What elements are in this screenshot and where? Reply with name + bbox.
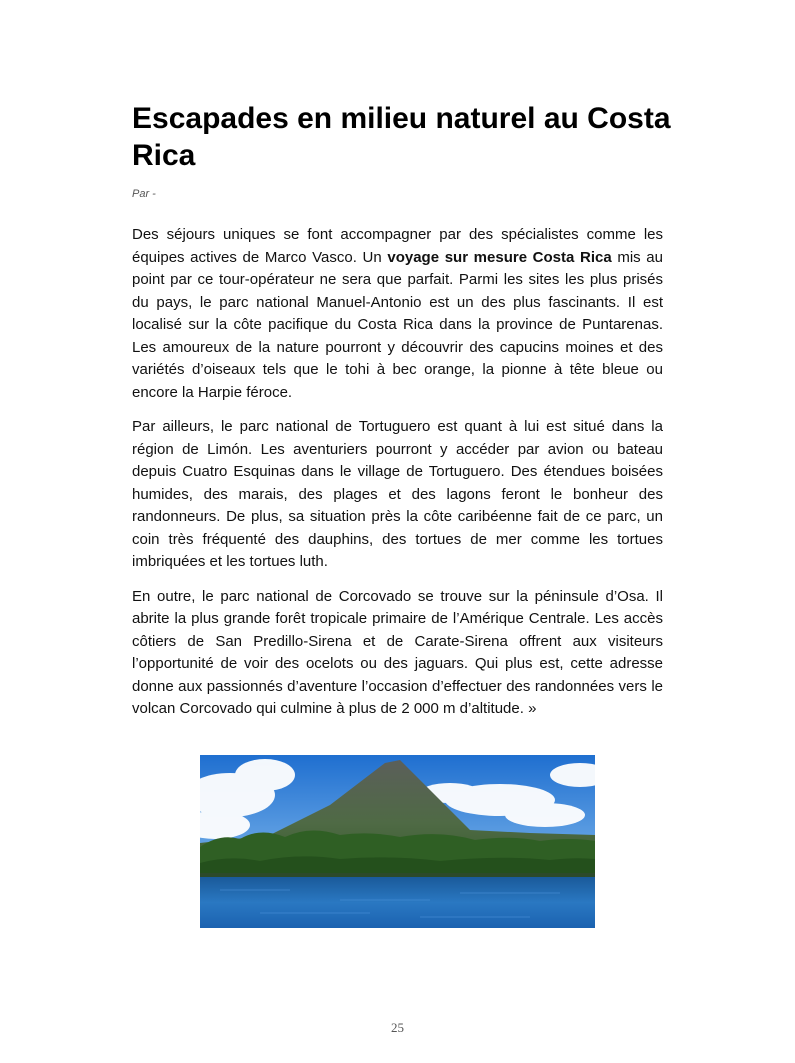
paragraph-1-end: mis au point par ce tour-opérateur ne sera que parfait. Parmi les sites les plus prisés du pays, le parc national Manuel-Antonio est un des plus fascinants. Il est localisé sur la côte pacifique du Costa Rica dans la province de Puntarenas. Les amoureux de la nature pourront y découvrir des capucins moines et des variétés d’oiseaux tels que le tohi à bec orange, la pionne à tête bleue ou encore la Harpie féroce. — [132, 248, 663, 401]
article-title: Escapades en milieu naturel au Costa Rica — [132, 102, 671, 172]
keyword-link: voyage sur mesure Costa Rica — [387, 248, 612, 266]
volcano-lake-photo — [200, 755, 595, 928]
paragraph-1 — [132, 224, 663, 404]
paragraph-3: En outre, le parc national de Corcovado se trouve sur la péninsule d’Osa. Il abrite la plus grande forêt tropicale primaire de l’Amérique Centrale. Les accès côtiers de San Predillo-Sirena et de Carate-Sirena offrent aux visiteurs l’opportunité de voir des ocelots ou des jaguars. Qui plus est, cette adresse donne aux passionnés d’aventure l’occasion d’effectuer des randonnées vers le volcan Corcovado qui culmine à plus de 2 000 m d’altitude. » — [132, 587, 663, 717]
paragraph-1-start: Des séjours uniques se font accompagner par des spécialistes comme les équipes actives de Marco Vasco. Un — [132, 226, 663, 266]
paragraph-2: Par ailleurs, le parc national de Tortuguero est quant à lui est situé dans la région de Limón. Les aventuriers pourront y accéder par avion ou bateau depuis Cuatro Esquinas dans le village de Tortuguero. Des étendues boisées humides, des marais, des plages et des lagons feront le bonheur des randonneurs. De plus, sa situation près la côte caribéenne fait de ce parc, un coin très fréquenté des dauphins, des tortues de mer comme les tortues imbriquées et les tortues luth. — [132, 418, 663, 570]
article-body — [132, 224, 663, 733]
byline: Par - — [132, 188, 156, 200]
page-number: 25 — [391, 1020, 404, 1035]
